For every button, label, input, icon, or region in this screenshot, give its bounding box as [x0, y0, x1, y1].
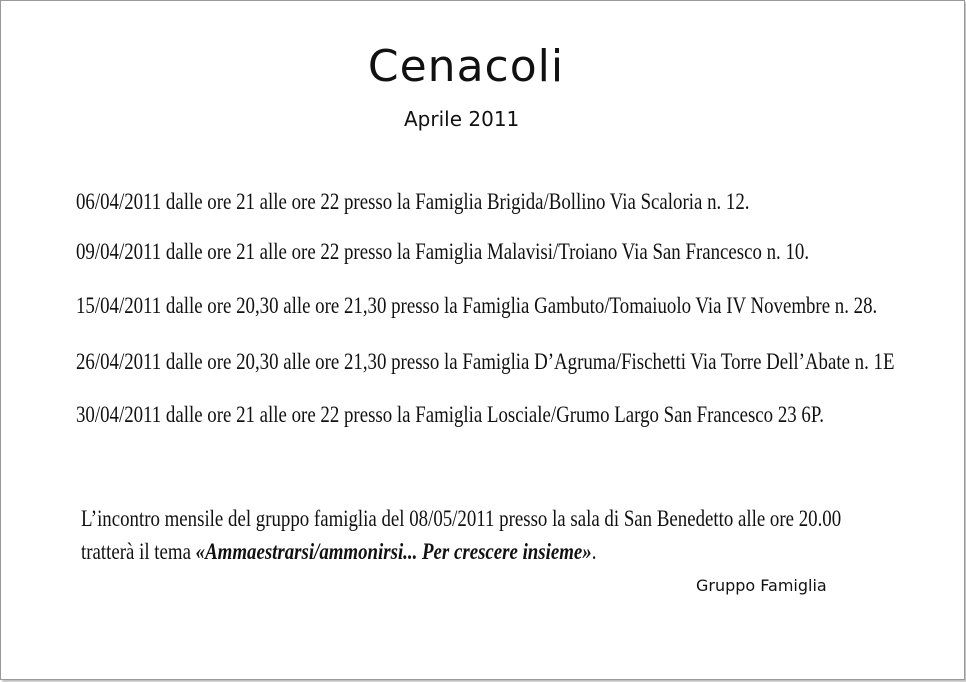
schedule-entry: 06/04/2011 dalle ore 21 alle ore 22 presso la Famiglia Brigida/Bollino Via Scaloria n. 12. [76, 189, 750, 214]
page-subtitle: Aprile 2011 [404, 107, 520, 131]
schedule-entry: 15/04/2011 dalle ore 20,30 alle ore 21,30 presso la Famiglia Gambuto/Tomaiuolo Via IV Novembre n. 28. [76, 293, 878, 318]
schedule-entry: 30/04/2011 dalle ore 21 alle ore 22 presso la Famiglia Losciale/Grumo Largo San Francesco 23 6P. [76, 402, 824, 427]
schedule-entry: 26/04/2011 dalle ore 20,30 alle ore 21,30 presso la Famiglia D’Agruma/Fischetti Via Torre Dell’Abate n. 1E [76, 349, 895, 374]
meeting-theme: «Ammaestrarsi/ammonirsi... Per crescere insieme» [195, 539, 592, 564]
schedule-entry: 09/04/2011 dalle ore 21 alle ore 22 presso la Famiglia Malavisi/Troiano Via San Francesco n. 10. [76, 239, 810, 264]
meeting-note-suffix: . [591, 539, 597, 564]
meeting-note-line-1: L’incontro mensile del gruppo famiglia del 08/05/2011 presso la sala di San Benedetto alle ore 20.00 [81, 506, 842, 531]
signature: Gruppo Famiglia [696, 576, 827, 595]
meeting-note-prefix: tratterà il tema [81, 539, 196, 564]
page-title: Cenacoli [367, 41, 565, 92]
meeting-note-line-2 [81, 539, 596, 565]
